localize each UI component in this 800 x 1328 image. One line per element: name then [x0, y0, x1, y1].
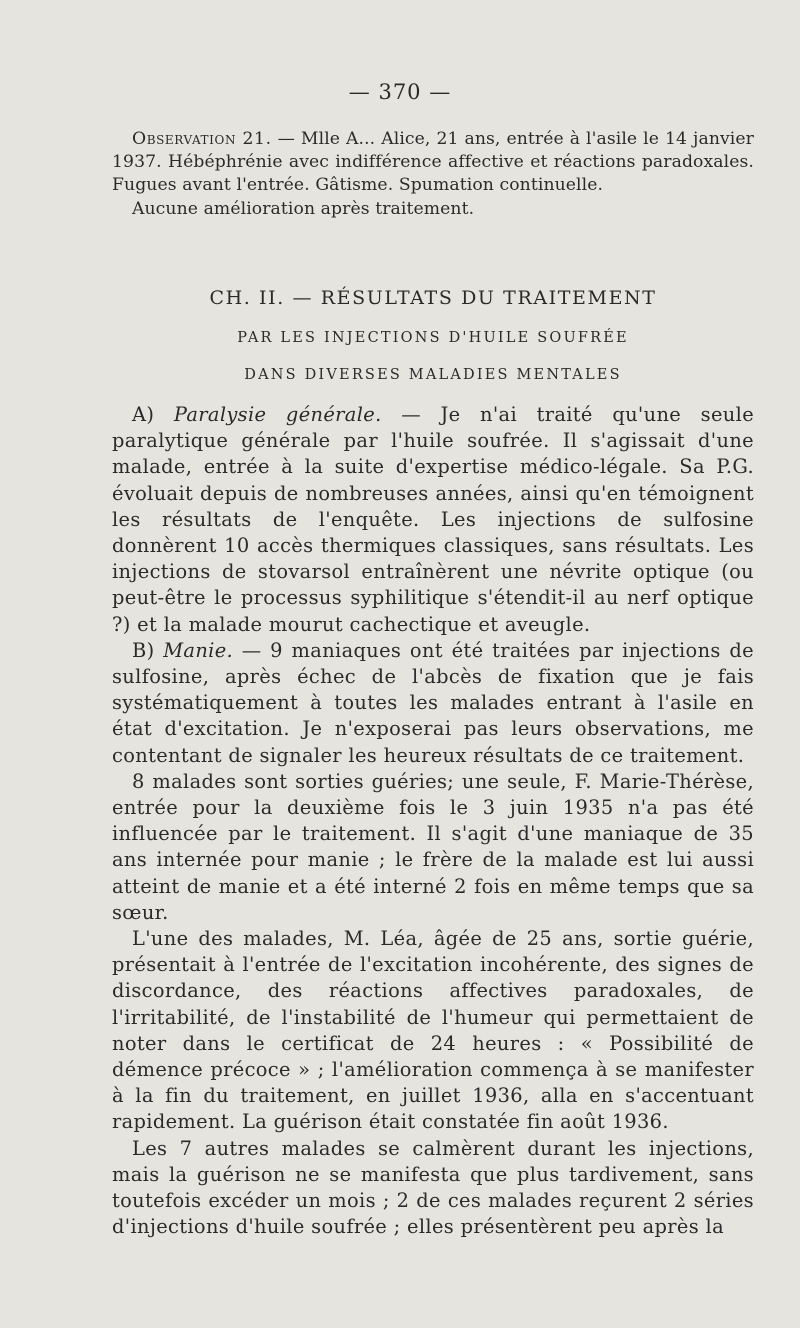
section-b-paragraph [112, 638, 754, 769]
section-a-paragraph [112, 402, 754, 638]
chapter-heading-line-2: PAR LES INJECTIONS D'HUILE SOUFRÉE [237, 330, 629, 346]
observation-paragraph-2: Aucune amélioration après traitement. [132, 198, 475, 219]
observation-block [112, 128, 754, 221]
section-a-title: Paralysie générale. [173, 403, 382, 426]
section-a-text: — Je n'ai traité qu'une seule paralytique générale par l'huile soufrée. Il s'agissait d'une malade, entrée à la suite d'expertise médico-légale. Sa P.G. évoluait depuis de nombreuses années, ainsi qu'en témoignent les résultats de l'enquête. Les injections de sulfosine donnèrent 10 accès thermiques classiques, sans résultats. Les injections de stovarsol entraînèrent une névrite optique (ou peut-être le processus syphilitique s'étendit-il au nerf optique ?) et la malade mourut cachectique et aveugle. [112, 403, 755, 636]
page-number: — 370 — [348, 80, 452, 104]
section-a-prefix: A) [132, 403, 155, 426]
section-b-prefix: B) [132, 638, 155, 662]
observation-text: — Mlle A... Alice, 21 ans, entrée à l'asile le 14 janvier 1937. Hébéphrénie avec indifférence affective et réactions paradoxales. Fugues avant l'entrée. Gâtisme. Spumation continuelle. [112, 129, 754, 196]
paragraph-3: 8 malades sont sorties guéries; une seule, F. Marie-Thérèse, entrée pour la deuxième fois le 3 juin 1935 n'a pas été influencée par le traitement. Il s'agit d'une maniaque de 35 ans internée pour manie ; le frère de la malade est lui aussi atteint de manie et a été interné 2 fois en même temps que sa sœur. [112, 769, 754, 924]
body-text [112, 402, 754, 1241]
paragraph-5: Les 7 autres malades se calmèrent durant les injections, mais la guérison ne se manifesta que plus tardivement, sans toutefois excéder un mois ; 2 de ces malades reçurent 2 séries d'injections d'huile soufrée ; elles présentèrent peu après la [112, 1136, 754, 1239]
section-b-title: Manie. [163, 638, 234, 662]
chapter-heading-line-3: DANS DIVERSES MALADIES MENTALES [244, 367, 622, 383]
observation-label: Observation 21. [132, 129, 272, 149]
chapter-heading-line-1: CH. II. — RÉSULTATS DU TRAITEMENT [209, 287, 657, 309]
paragraph-4: L'une des malades, M. Léa, âgée de 25 ans, sortie guérie, présentait à l'entrée de l'excitation incohérente, des signes de discordance, des réactions affectives paradoxales, de l'irritabilité, de l'instabilité de l'humeur qui permettaient de noter dans le certificat de 24 heures : « Possibilité de démence précoce » ; l'amélioration commença à se manifester à la fin du traitement, en juillet 1936, alla en s'accentuant rapidement. La guérison était constatée fin août 1936. [112, 927, 754, 1134]
observation-paragraph-1 [112, 128, 754, 198]
section-b-text: — 9 maniaques ont été traitées par injections de sulfosine, après échec de l'abcès de fixation que je fais systématiquement à toutes les malades entrant à l'asile en état d'excitation. Je n'exposerai pas leurs observations, me contentant de signaler les heureux résultats de ce traitement. [112, 638, 754, 767]
